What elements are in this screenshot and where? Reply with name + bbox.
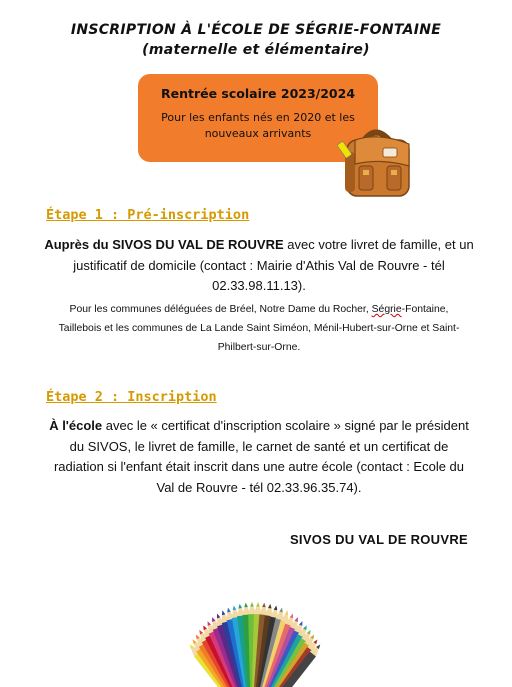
step1-note <box>52 300 466 357</box>
step1-note-before: Pour les communes déléguées de Bréel, Notre Dame du Rocher, <box>69 304 372 315</box>
document-subtitle: (maternelle et élémentaire) <box>142 42 370 58</box>
colored-pencils-image <box>130 578 380 687</box>
step1-lead-rest: avec votre livret de famille, et un justificatif de domicile (contact : Mairie d'Athis Val de Rouvre - tél 02.33.98.11.13). <box>73 237 474 293</box>
step1-note-after: -Fontaine, Taillebois et les communes de La Lande Saint Siméon, Ménil-Hubert-sur-Orne et Saint-Philbert-sur-Orne. <box>58 304 460 353</box>
spellcheck-flagged-word: Ségrie <box>371 304 402 315</box>
step2-heading: Étape 2 : Inscription <box>46 389 217 405</box>
step1-heading: Étape 1 : Pré-inscription <box>46 207 250 223</box>
schoolbag-icon <box>335 122 415 200</box>
document-title: INSCRIPTION À L'ÉCOLE DE SÉGRIE-FONTAINE <box>70 22 442 38</box>
step1-lead-bold: Auprès du SIVOS DU VAL DE ROUVRE <box>44 237 284 252</box>
signature: SIVOS DU VAL DE ROUVRE <box>289 532 468 547</box>
step2-lead-bold: À l'école <box>49 418 103 433</box>
banner-subtitle: Pour les enfants nés en 2020 et les nouveaux arrivants <box>161 111 355 140</box>
step1-paragraph <box>44 235 474 297</box>
step2-lead-rest: avec le « certificat d'inscription scolaire » signé par le président du SIVOS, le livret de famille, le carnet de santé et un certificat de radiation si l'enfant était inscrit dans une autre école (contact : Ecole du Val de Rouvre - tél 02.33.96.35.74). <box>53 418 469 495</box>
step2-paragraph <box>44 416 474 498</box>
banner-title: Rentrée scolaire 2023/2024 <box>160 86 356 101</box>
